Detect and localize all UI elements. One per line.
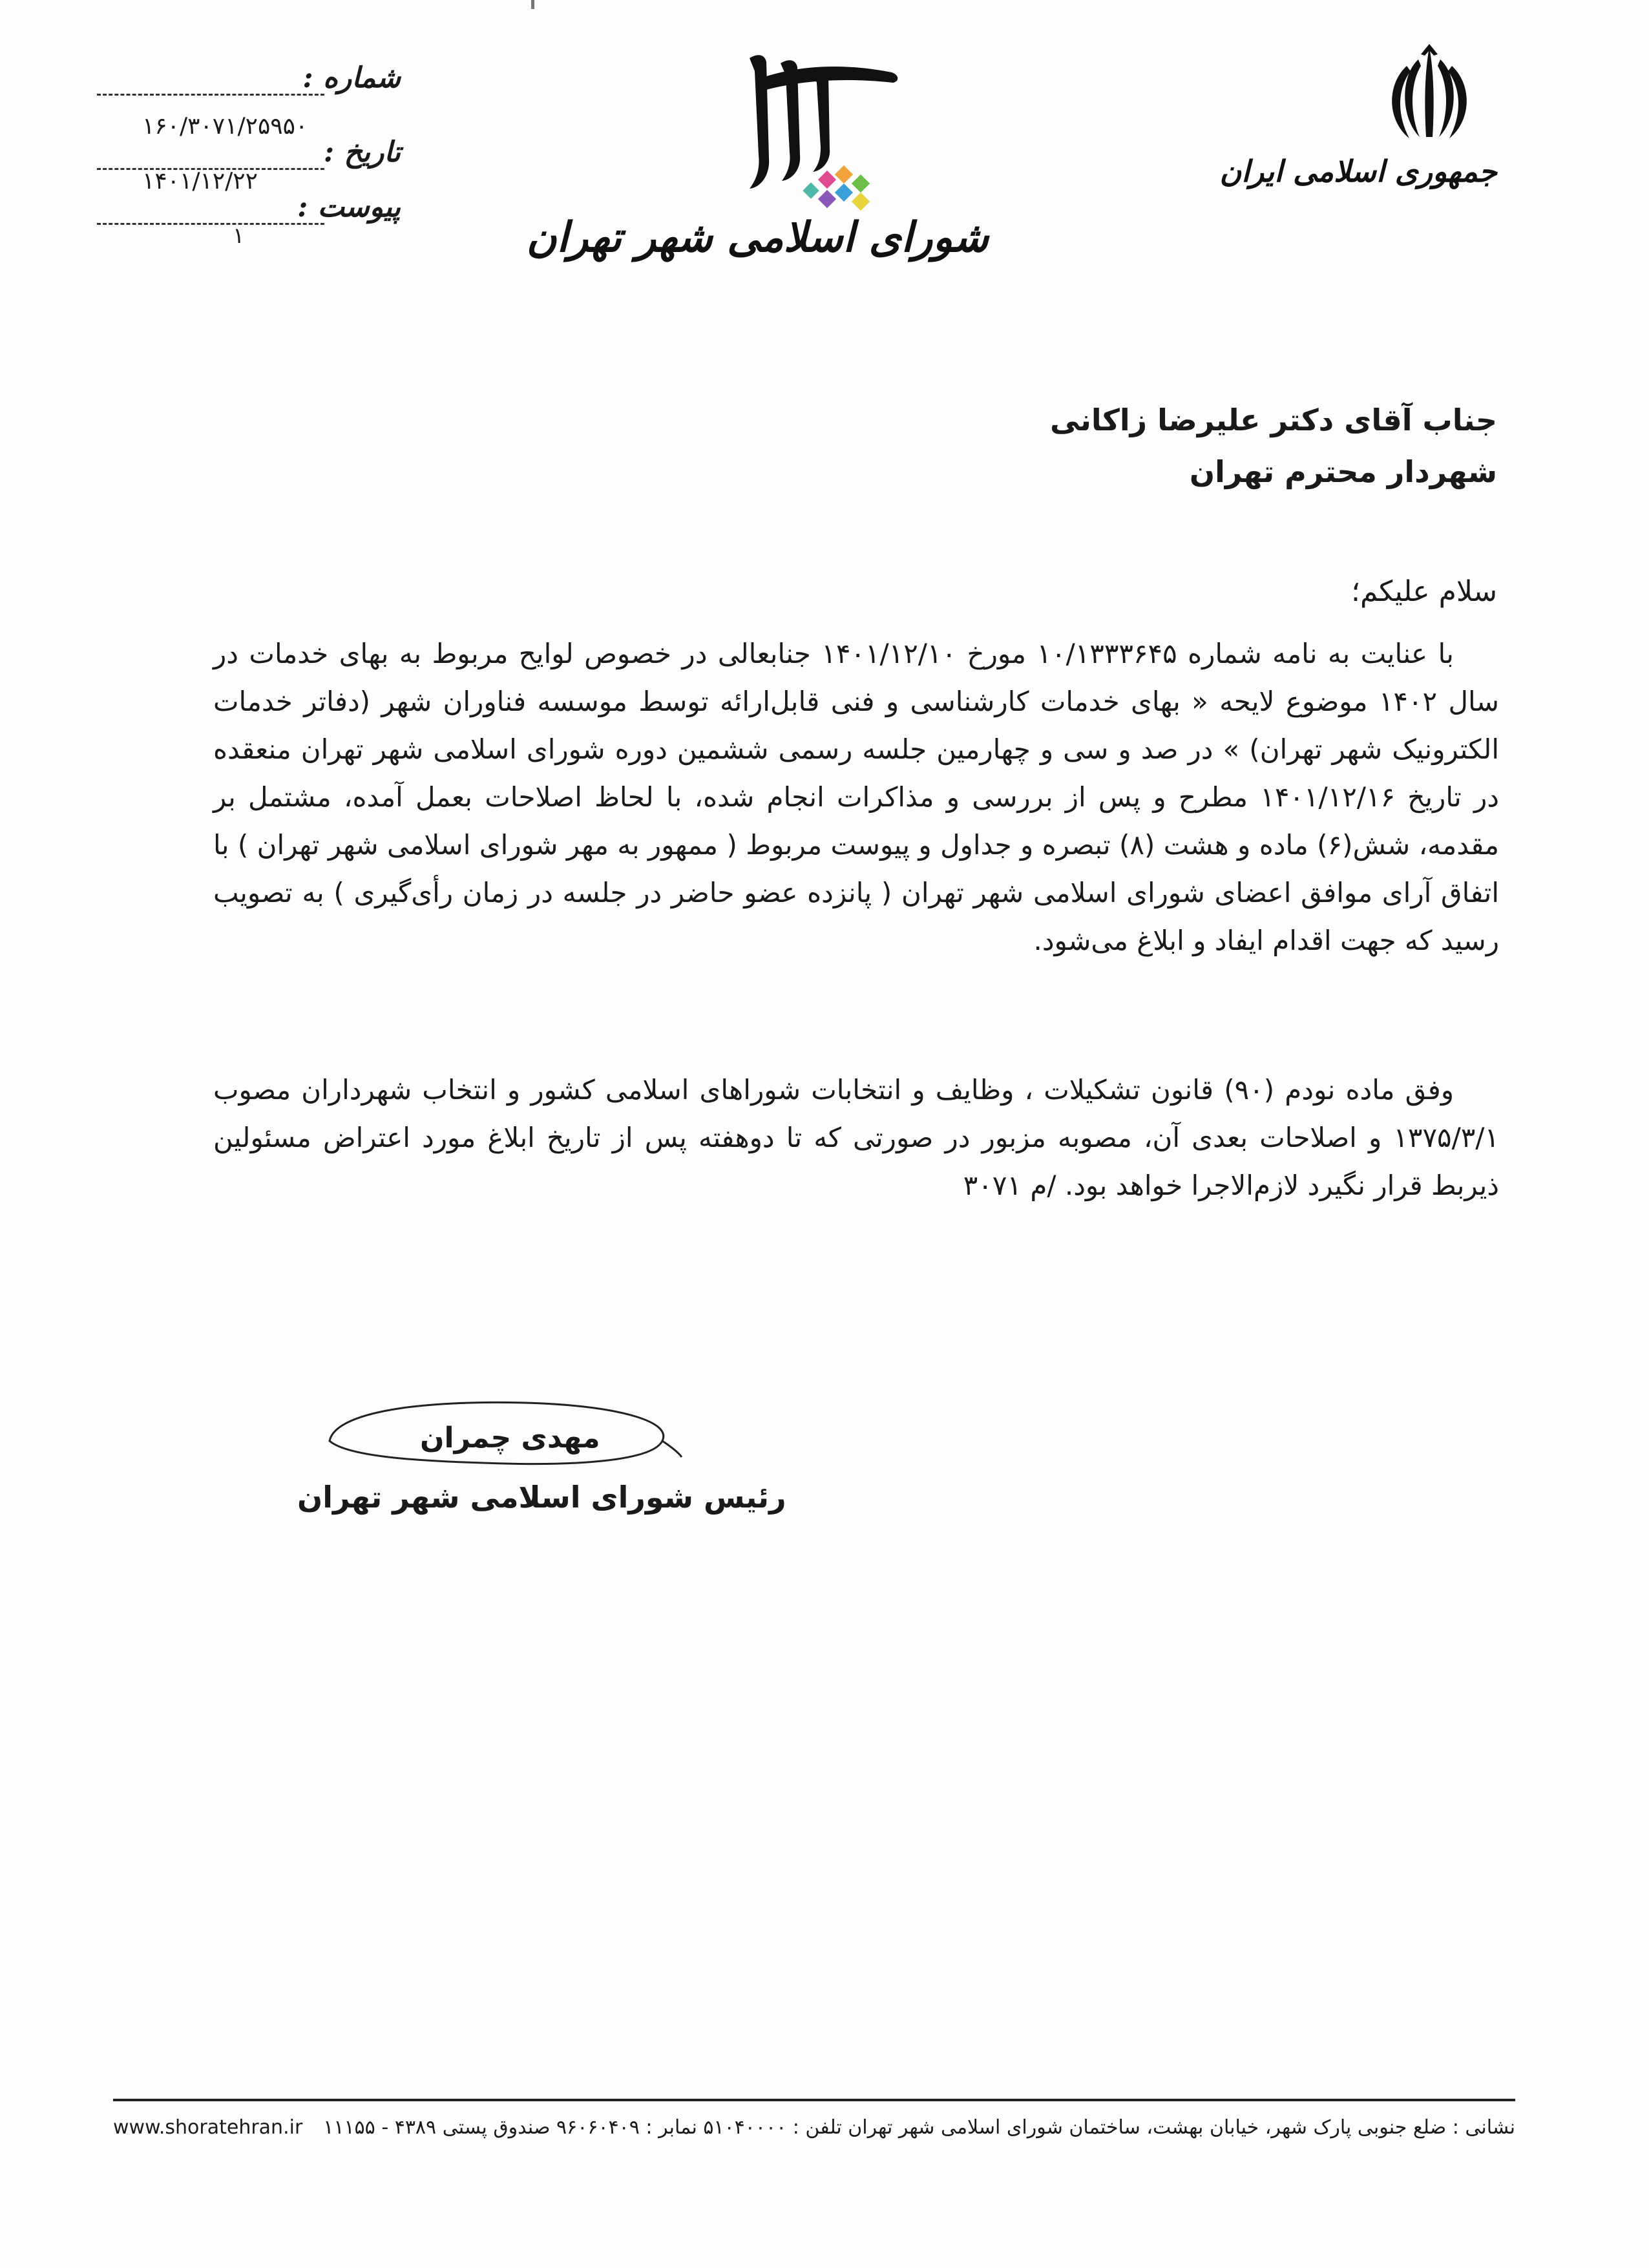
iran-emblem xyxy=(1219,40,1497,208)
reference-attachment-line xyxy=(97,223,324,225)
council-logo xyxy=(526,26,989,297)
scan-mark xyxy=(531,0,534,9)
reference-date-value: ۱۴۰۱/۱۲/۲۲ xyxy=(142,168,258,194)
footer-address: نشانی : ضلع جنوبی پارک شهر، خیابان بهشت، ساختمان شورای اسلامی شهر تهران تلفن : ۵۱۰۴۰۰۰۰ نمابر : ۹۶۰۶۰۴۰۹ صندوق پستی ۴۳۸۹ - ۱۱۱۵۵ xyxy=(323,2116,1515,2139)
reference-attachment-row xyxy=(90,191,401,236)
signer-title: رئیس شورای اسلامی شهر تهران xyxy=(297,1480,786,1515)
reference-box xyxy=(90,61,401,255)
footer-website-link[interactable]: www.shoratehran.ir xyxy=(113,2116,303,2139)
addressee-title: شهردار محترم تهران xyxy=(1189,454,1497,489)
council-caption: شورای اسلامی شهر تهران xyxy=(526,213,989,262)
signature-block xyxy=(297,1396,786,1525)
addressee-name: جناب آقای دکتر علیرضا زاکانی xyxy=(1050,403,1497,437)
footer-divider xyxy=(113,2099,1515,2101)
council-logo-icon xyxy=(724,26,918,220)
reference-number-value: ۱۶۰/۳۰۷۱/۲۵۹۵۰ xyxy=(142,113,308,140)
emblem-icon xyxy=(1381,40,1478,150)
reference-number-line xyxy=(97,94,324,96)
footer xyxy=(113,2116,1515,2155)
emblem-caption: جمهوری اسلامی ایران xyxy=(1219,154,1497,189)
reference-attachment-value: ۱ xyxy=(233,223,245,249)
reference-number-row xyxy=(90,61,401,107)
reference-attachment-label: پیوست : xyxy=(297,191,401,224)
reference-number-label: شماره : xyxy=(302,61,401,94)
signer-name: مهدی چمران xyxy=(420,1422,600,1454)
body-paragraph-1: با عنایت به نامه شماره ۱۰/۱۳۳۳۶۴۵ مورخ ۱۴۰۱/۱۲/۱۰ جنابعالی در خصوص لوایح مربوط به بهای خدمات در سال ۱۴۰۲ موضوع لایحه « بهای خدمات کارشناسی و فنی قابل‌ارائه توسط موسسه فناوران شهر (دفاتر خدمات الکترونیک شهر تهران) » در صد و سی و چهارمین جلسه رسمی ششمین دوره شورای اسلامی شهر تهران منعقده در تاریخ ۱۴۰۱/۱۲/۱۶ مطرح و پس از بررسی و مذاکرات انجام شده، با لحاظ اصلاحات بعمل آمده، مشتمل بر مقدمه، شش(۶) ماده و هشت (۸) تبصره و جداول و پیوست مربوط ( ممهور به مهر شورای اسلامی شهر تهران ) با اتفاق آرای موافق اعضای شورای اسلامی شهر تهران ( پانزده عضو حاضر در جلسه در زمان رأی‌گیری ) به تصویب رسید که جهت اقدام ایفاد و ابلاغ می‌شود. xyxy=(213,638,1499,956)
addressee-block xyxy=(722,394,1497,498)
reference-date-label: تاریخ : xyxy=(323,136,401,169)
greeting: سلام علیکم؛ xyxy=(1350,575,1497,608)
body-paragraph-2: وفق ماده نودم (۹۰) قانون تشکیلات ، وظایف و انتخابات شوراهای اسلامی کشور و انتخاب شهرداران مصوب ۱۳۷۵/۳/۱ و اصلاحات بعدی آن، مصوبه مزبور در صورتی که تا دوهفته پس از تاریخ ابلاغ مورد اعتراض مسئولین ذیربط قرار نگیرد لازم‌الاجرا خواهد بود. /م ۳۰۷۱ xyxy=(213,1074,1499,1201)
